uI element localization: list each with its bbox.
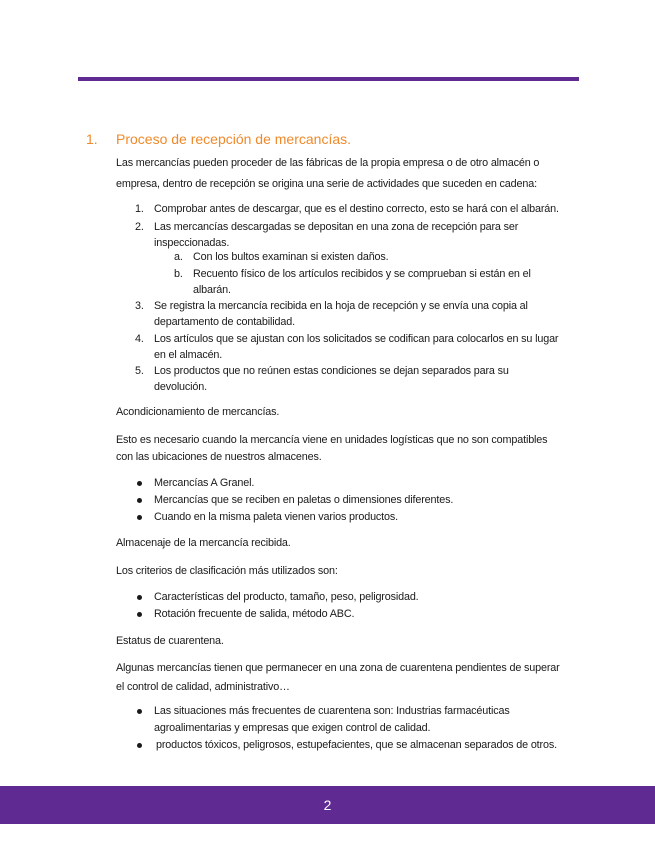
bullet-item: Mercancías A Granel.	[154, 477, 255, 489]
bullet-item: Rotación frecuente de salida, método ABC.	[154, 608, 355, 620]
bullet-item: Cuando en la misma paleta vienen varios productos.	[154, 511, 398, 523]
bullet-icon	[137, 743, 142, 748]
list-item: Comprobar antes de descargar, que es el destino correcto, esto se hará con el albarán.	[154, 203, 559, 215]
heading-number: 1.	[86, 131, 98, 147]
list-item: departamento de contabilidad.	[154, 316, 295, 328]
list-number: 2.	[135, 221, 144, 233]
list-number: 5.	[135, 365, 144, 377]
list-letter: a.	[174, 251, 183, 263]
bullet-icon	[137, 515, 142, 520]
paragraph-line: con las ubicaciones de nuestros almacenes.	[116, 451, 322, 463]
intro-line: empresa, dentro de recepción se origina una serie de actividades que suceden en cadena:	[116, 178, 537, 190]
section-heading: Proceso de recepción de mercancías.	[116, 131, 352, 147]
page-number: 2	[323, 797, 332, 813]
subheading: Estatus de cuarentena.	[116, 635, 224, 647]
list-number: 3.	[135, 300, 144, 312]
subheading: Acondicionamiento de mercancías.	[116, 406, 280, 418]
bullet-item: productos tóxicos, peligrosos, estupefacientes, que se almacenan separados de otros.	[156, 739, 557, 751]
list-item: Los artículos que se ajustan con los solicitados se codifican para colocarlos en su lugar	[154, 333, 559, 345]
header-rule	[78, 77, 579, 81]
bullet-icon	[137, 709, 142, 714]
bullet-item: Mercancías que se reciben en paletas o dimensiones diferentes.	[154, 494, 454, 506]
list-item: Las mercancías descargadas se depositan en una zona de recepción para ser	[154, 221, 519, 233]
paragraph-line: Los criterios de clasificación más utilizados son:	[116, 565, 338, 577]
list-item: en el almacén.	[154, 349, 223, 361]
subheading: Almacenaje de la mercancía recibida.	[116, 537, 291, 549]
list-number: 4.	[135, 333, 144, 345]
bullet-icon	[137, 595, 142, 600]
bullet-icon	[137, 481, 142, 486]
bullet-icon	[137, 612, 142, 617]
list-item: inspeccionadas.	[154, 237, 230, 249]
page-footer	[0, 786, 655, 824]
list-item: Con los bultos examinan si existen daños.	[193, 251, 389, 263]
intro-line: Las mercancías pueden proceder de las fábricas de la propia empresa o de otro almacén o	[116, 157, 540, 169]
paragraph-line: el control de calidad, administrativo…	[116, 681, 290, 693]
paragraph-line: Algunas mercancías tienen que permanecer en una zona de cuarentena pendientes de superar	[116, 662, 560, 674]
list-item: Se registra la mercancía recibida en la hoja de recepción y se envía una copia al	[154, 300, 528, 312]
paragraph-line: Esto es necesario cuando la mercancía viene en unidades logísticas que no son compatibles	[116, 434, 548, 446]
list-letter: b.	[174, 268, 183, 280]
list-item: devolución.	[154, 381, 207, 393]
bullet-item: Características del producto, tamaño, peso, peligrosidad.	[154, 591, 419, 603]
bullet-item: Las situaciones más frecuentes de cuarentena son: Industrias farmacéuticas	[154, 705, 510, 717]
list-item: Recuento físico de los artículos recibidos y se comprueban si están en el	[193, 268, 531, 280]
bullet-icon	[137, 498, 142, 503]
list-item: albarán.	[193, 284, 231, 296]
list-item: Los productos que no reúnen estas condiciones se dejan separados para su	[154, 365, 509, 377]
bullet-item: agroalimentarias y empresas que exigen control de calidad.	[154, 722, 431, 734]
list-number: 1.	[135, 203, 144, 215]
